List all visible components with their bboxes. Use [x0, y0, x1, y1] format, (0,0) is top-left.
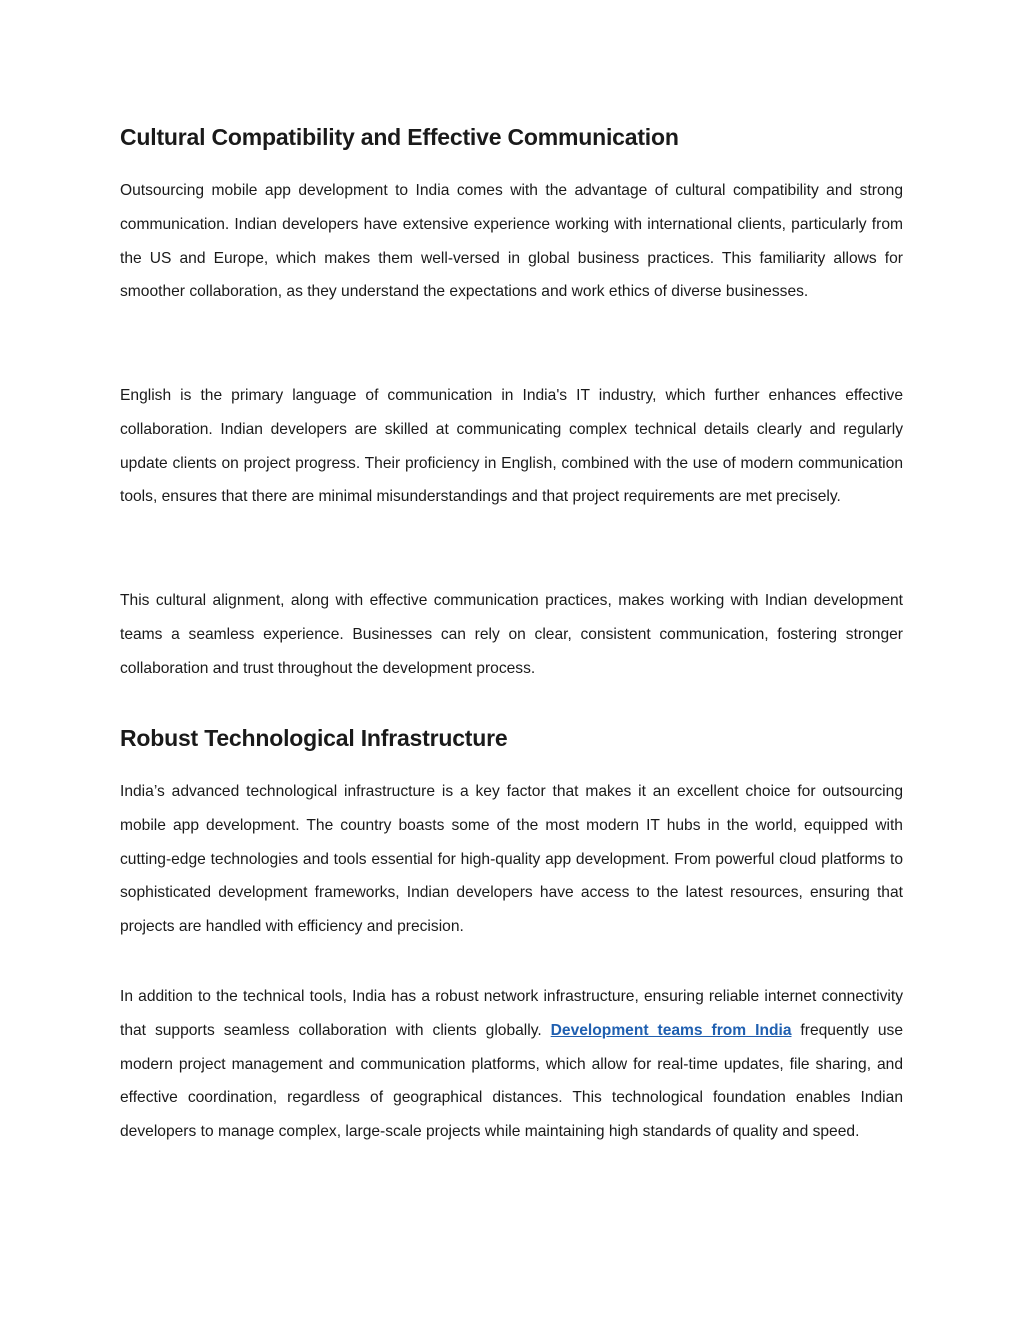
- paragraph-cultural-3: This cultural alignment, along with effective communication practices, makes working with Indian development teams a seamless experience. Businesses can rely on clear, consistent communication, fostering stronger collaboration and trust throughout the development process.: [120, 592, 903, 677]
- section-heading-robust-infrastructure: Robust Technological Infrastructure: [120, 725, 508, 751]
- development-teams-link[interactable]: Development teams from India: [550, 1021, 792, 1039]
- paragraph-text-after-link: frequently use modern project management and communication platforms, which allow for real-time updates, file sharing, and effective coordination, regardless of geographical distances. This technological foundation enables Indian developers to manage complex, large-scale projects while maintaining high standards of quality and speed.: [120, 1021, 903, 1141]
- paragraph-cultural-2: English is the primary language of communication in India's IT industry, which further enhances effective collaboration. Indian developers are skilled at communicating complex technical details clearly and regularly update clients on project progress. Their proficiency in English, combined with the use of modern communication tools, ensures that there are minimal misunderstandings and that project requirements are met precisely.: [120, 387, 903, 506]
- paragraph-text-before-link: In addition to the technical tools, India has a robust network infrastructure, ensuring reliable internet connectivity that supports seamless collaboration with clients globally.: [120, 988, 903, 1039]
- paragraph-infrastructure-2: [120, 980, 903, 1149]
- paragraph-cultural-1: Outsourcing mobile app development to India comes with the advantage of cultural compatibility and strong communication. Indian developers have extensive experience working with international clients, particularly from the US and Europe, which makes them well-versed in global business practices. This familiarity allows for smoother collaboration, as they understand the expectations and work ethics of diverse businesses.: [120, 182, 903, 301]
- section-heading-cultural-compatibility: Cultural Compatibility and Effective Communication: [120, 124, 679, 150]
- paragraph-infrastructure-1: India’s advanced technological infrastructure is a key factor that makes it an excellent choice for outsourcing mobile app development. The country boasts some of the most modern IT hubs in the world, equipped with cutting-edge technologies and tools essential for high-quality app development. From powerful cloud platforms to sophisticated development frameworks, Indian developers have access to the latest resources, ensuring that projects are handled with efficiency and precision.: [120, 783, 903, 936]
